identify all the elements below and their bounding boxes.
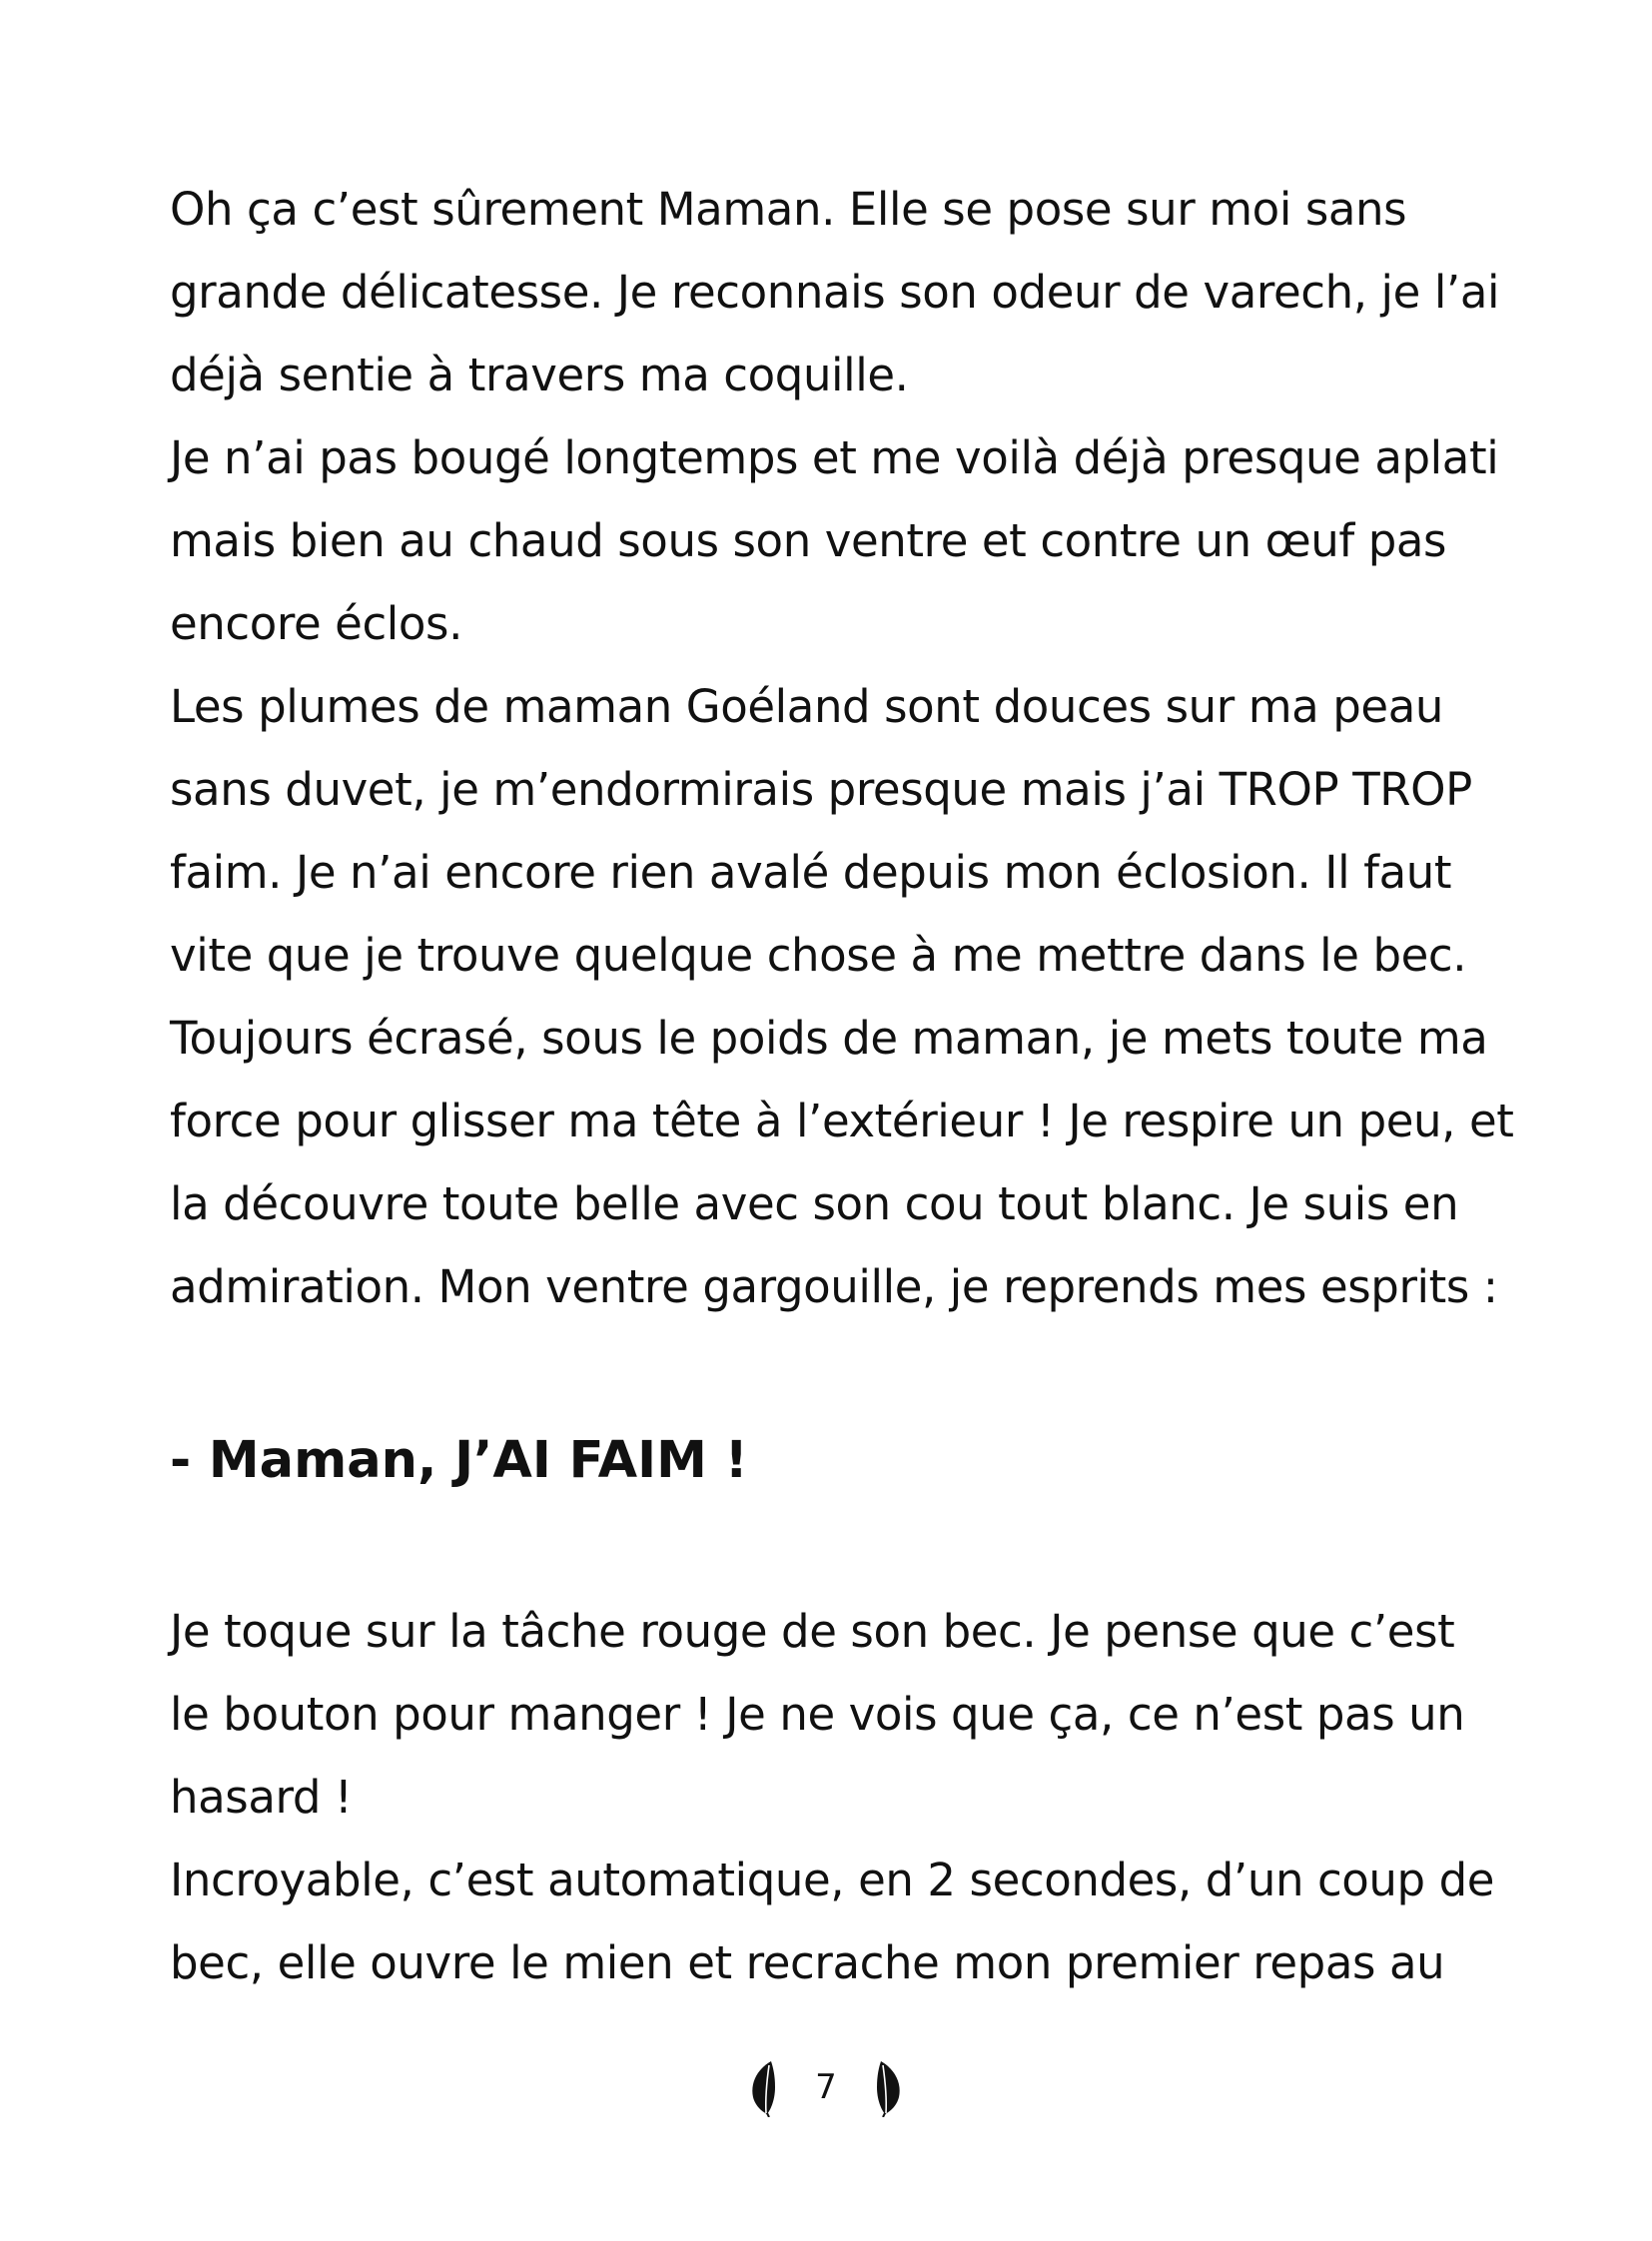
text-line: la découvre toute belle avec son cou tout blanc. Je suis en — [170, 1177, 1459, 1230]
text-line: Toujours écrasé, sous le poids de maman, je mets toute ma — [170, 1012, 1488, 1065]
text-line: Je toque sur la tâche rouge de son bec. Je pense que c’est — [170, 1605, 1455, 1658]
text-line: Oh ça c’est sûrement Maman. Elle se pose sur moi sans — [170, 183, 1407, 236]
text-line: hasard ! — [170, 1771, 353, 1824]
text-line: force pour glisser ma tête à l’extérieur ! Je respire un peu, et — [170, 1095, 1514, 1147]
feather-icon — [745, 2057, 785, 2117]
page-footer — [0, 2057, 1652, 2117]
paragraph-block-after — [170, 1590, 1498, 2004]
text-line: sans duvet, je m’endormirais presque mais j’ai TROP TROP — [170, 763, 1472, 816]
text-line: le bouton pour manger ! Je ne vois que ça, ce n’est pas un — [170, 1688, 1465, 1741]
text-line: déjà sentie à travers ma coquille. — [170, 349, 909, 401]
text-line: bec, elle ouvre le mien et recrache mon premier repas au — [170, 1936, 1445, 1989]
text-line: grande délicatesse. Je reconnais son odeur de varech, je l’ai — [170, 266, 1500, 319]
text-line: admiration. Mon ventre gargouille, je reprends mes esprits : — [170, 1260, 1498, 1313]
dialogue-exclamation: - Maman, J’AI FAIM ! — [170, 1431, 748, 1490]
paragraph-block-before — [170, 168, 1514, 1328]
text-line: mais bien au chaud sous son ventre et contre un œuf pas — [170, 514, 1447, 567]
feather-icon — [867, 2057, 907, 2117]
text-line: Incroyable, c’est automatique, en 2 secondes, d’un coup de — [170, 1854, 1495, 1906]
text-line: Les plumes de maman Goéland sont douces sur ma peau — [170, 680, 1443, 733]
text-line: encore éclos. — [170, 597, 462, 650]
text-line: vite que je trouve quelque chose à me mettre dans le bec. — [170, 929, 1467, 982]
text-line: faim. Je n’ai encore rien avalé depuis mon éclosion. Il faut — [170, 846, 1452, 899]
page-number: 7 — [815, 2067, 837, 2107]
text-line: Je n’ai pas bougé longtemps et me voilà déjà presque aplati — [170, 431, 1499, 484]
